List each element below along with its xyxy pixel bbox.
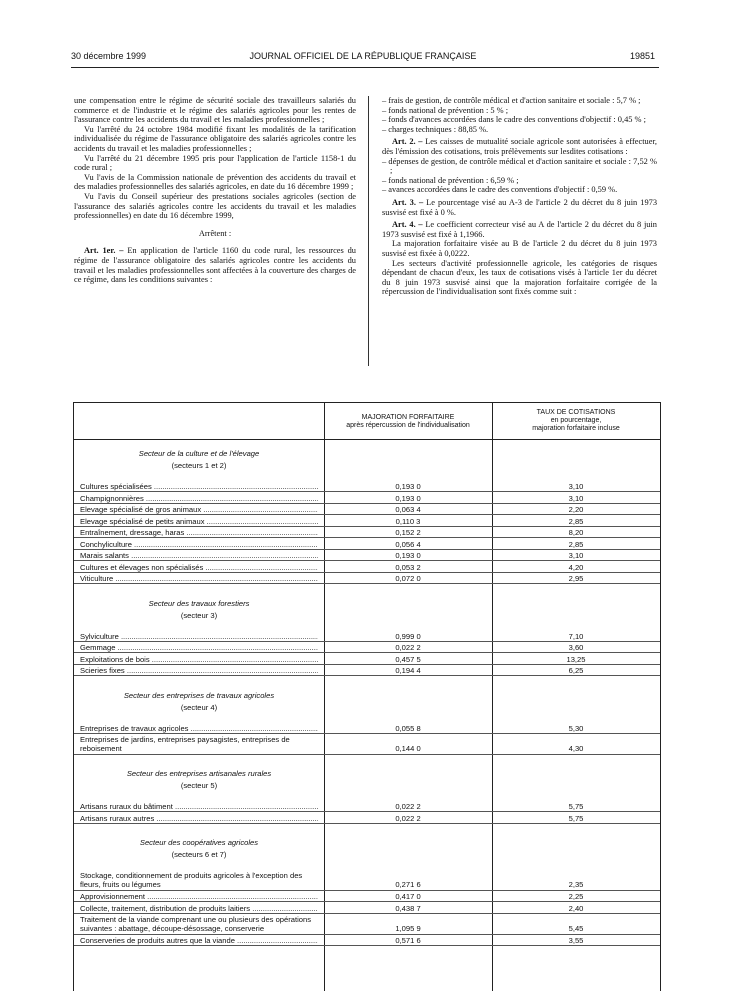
- table-header-taux: [492, 409, 660, 433]
- header-page-number: 19851: [629, 51, 655, 61]
- row-taux: 2,85: [568, 516, 584, 526]
- paragraph: Les secteurs d'activité professionnelle agricole, les catégories de risques dépendant de chacun d'eux, les taux de cotisations visés à l'article 1er du décret du 8 juin 1973 susvisé ainsi que la majoration forfaitaire corrigée de la répercussion de l'individualisation sont fixés comme suit :: [382, 258, 657, 297]
- article-4-text: Le coefficient correcteur visé au A de l'article 2 du décret du 8 juin 1973 susvisé est fixé à 1,1966.: [382, 220, 657, 239]
- row-majoration: 0,457 5: [395, 654, 421, 664]
- table-row: [74, 550, 660, 561]
- row-taux: 2,40: [568, 903, 584, 913]
- article-3: [382, 198, 657, 217]
- table-row: [74, 891, 660, 902]
- table-row: [74, 493, 660, 504]
- row-majoration: 0,055 8: [395, 723, 421, 733]
- table-row: [74, 573, 660, 584]
- article-4: [382, 220, 657, 239]
- header-rule: [71, 67, 659, 68]
- table-row: [74, 935, 660, 946]
- row-taux: 2,95: [568, 574, 584, 583]
- row-majoration: 0,194 4: [395, 666, 421, 675]
- paragraph: une compensation entre le régime de sécurité sociale des travailleurs salariés du commerce et de l'industrie et le régime des salariés agricoles pour les rentes de l'assurance contre les accidents du travail et les maladies professionnelles ;: [74, 96, 356, 125]
- table-row: [74, 734, 660, 755]
- list-item: – avances accordées dans le cadre des conventions d'objectif : 0,59 %.: [382, 185, 618, 195]
- row-label: Gemmage .....: [80, 643, 318, 652]
- table-header-rule: [74, 439, 660, 440]
- row-majoration: 0,193 0: [395, 493, 421, 503]
- row-majoration: 0,193 0: [395, 551, 421, 560]
- row-taux: 2,35: [568, 880, 584, 889]
- table-row: [74, 504, 660, 515]
- row-label: Elevage spécialisé de gros animaux .....: [80, 505, 318, 514]
- article-4-label: Art. 4. –: [392, 220, 423, 230]
- row-taux: 13,25: [566, 654, 586, 664]
- row-taux: 4,20: [568, 562, 584, 572]
- table-row: [74, 870, 660, 891]
- table-row: [74, 903, 660, 914]
- row-taux: 3,10: [568, 551, 584, 560]
- header-journal-title: JOURNAL OFFICIEL DE LA RÉPUBLIQUE FRANÇAISE: [249, 51, 477, 61]
- table-row: [74, 665, 660, 676]
- article-1-label: Art. 1er. –: [84, 246, 124, 256]
- sector-heading: [74, 691, 324, 713]
- row-majoration: 0,056 4: [395, 539, 421, 549]
- row-majoration: 0,110 3: [395, 516, 421, 526]
- table-row: [74, 654, 660, 665]
- article-3-label: Art. 3. –: [392, 197, 424, 207]
- row-majoration: 0,053 2: [395, 562, 421, 572]
- sector-subtitle: (secteurs 1 et 2): [171, 461, 227, 470]
- page-header: [71, 51, 655, 65]
- sector-title: Secteur des coopératives agricoles: [139, 838, 259, 847]
- row-taux: 5,30: [568, 723, 584, 733]
- column-separator: [368, 96, 369, 366]
- row-taux: 3,55: [568, 936, 584, 945]
- row-label: Stockage, conditionnement de produits agricoles à l'exception des fleurs, fruits ou légumes: [80, 871, 303, 889]
- row-majoration: 0,152 2: [395, 528, 421, 537]
- paragraph: Vu l'avis du Conseil supérieur des prestations sociales agricoles (section de l'assurance des salariés agricoles contre les accidents du travail et les maladies professionnelles) en date du 16 décembre 1999,: [74, 191, 356, 221]
- row-taux: 3,10: [568, 482, 584, 491]
- row-majoration: 1,095 9: [395, 924, 421, 933]
- row-label: Cultures et élevages non spécialisés .....: [80, 563, 318, 572]
- row-label: Marais salants .....: [80, 551, 318, 560]
- arretent-heading: Arrêtent :: [198, 228, 232, 238]
- row-label: Traitement de la viande comprenant une ou plusieurs des opérations suivantes : abattage, découpe-désossage, conserverie: [80, 915, 312, 933]
- row-label: Viticulture .....: [80, 574, 318, 583]
- sector-subtitle: (secteur 5): [180, 781, 218, 790]
- table-row: [74, 914, 660, 935]
- table-row: [74, 481, 660, 492]
- row-taux: 8,20: [568, 528, 584, 537]
- row-taux: 5,45: [568, 924, 584, 933]
- row-label: Cultures spécialisées .....: [80, 482, 318, 491]
- table-row: [74, 801, 660, 812]
- row-label: Approvisionnement .....: [80, 892, 318, 901]
- article-1: [74, 246, 356, 284]
- row-taux: 2,20: [568, 505, 584, 514]
- row-label: Conserveries de produits autres que la viande .....: [80, 936, 318, 945]
- table-row: [74, 527, 660, 538]
- list-item: – fonds d'avances accordées dans le cadre des conventions d'objectif : 0,45 % ;: [382, 115, 646, 125]
- table-row: [74, 642, 660, 653]
- header-line: majoration forfaitaire incluse: [532, 425, 620, 432]
- list-item: – fonds national de prévention : 5 % ;: [382, 105, 509, 115]
- sector-subtitle: (secteur 3): [180, 610, 218, 620]
- row-majoration: 0,022 2: [395, 643, 421, 652]
- article-2-label: Art. 2. –: [392, 137, 423, 147]
- row-taux: 2,25: [568, 892, 584, 901]
- article-2-text: Les caisses de mutualité sociale agricole sont autorisées à effectuer, dès l'émission des cotisations, trois prélèvements sur lesdites cotisations :: [382, 137, 657, 156]
- sector-heading: [74, 599, 324, 621]
- left-column: [74, 96, 356, 285]
- table-row: [74, 562, 660, 573]
- row-majoration: 0,063 4: [395, 505, 421, 514]
- list-item: – fonds national de prévention : 6,59 % ;: [382, 175, 519, 185]
- row-taux: 3,60: [568, 643, 584, 652]
- paragraph: Vu l'arrêté du 24 octobre 1984 modifié fixant les modalités de la tarification individualisée du régime de l'assurance obligatoire des salariés agricoles contre les accidents du travail et les maladies professionnelles ;: [74, 124, 356, 153]
- header-line: TAUX DE COTISATIONS: [536, 409, 616, 416]
- row-label: Artisans ruraux du bâtiment .....: [80, 802, 318, 811]
- paragraph: La majoration forfaitaire visée au B de l'article 2 du décret du 8 juin 1973 susvisé est fixée à 0,0222.: [382, 239, 657, 258]
- row-label: Entreprises de travaux agricoles .....: [80, 724, 318, 733]
- row-label: Champignonnières .....: [80, 494, 318, 503]
- row-label: Elevage spécialisé de petits animaux .....: [80, 517, 318, 526]
- sector-title: Secteur de la culture et de l'élevage: [138, 449, 260, 458]
- header-line: en pourcentage,: [550, 417, 602, 424]
- list-item: – frais de gestion, de contrôle médical et d'action sanitaire et sociale : 5,7 % ;: [382, 96, 641, 105]
- sector-subtitle: (secteur 4): [180, 702, 218, 712]
- row-label: Artisans ruraux autres .....: [80, 814, 318, 823]
- row-taux: 5,75: [568, 802, 584, 811]
- paragraph: Vu l'arrêté du 21 décembre 1995 pris pour l'application de l'article 1158-1 du code rural ;: [74, 153, 356, 173]
- row-majoration: 0,999 0: [395, 631, 421, 641]
- article-1-text: En application de l'article 1160 du code rural, les ressources du régime de l'assurance obligatoire des salariés agricoles contre les accidents du travail et les maladies professionnelles sont affectées à la couverture des charges de ce régime, dans les conditions suivantes :: [74, 246, 356, 285]
- row-taux: 4,30: [568, 744, 584, 753]
- table-row: [74, 631, 660, 642]
- row-label: Scieries fixes .....: [80, 666, 318, 675]
- list-item: – dépenses de gestion, de contrôle médical et d'action sanitaire et sociale : 7,52 % ;: [382, 156, 657, 176]
- row-taux: 5,75: [568, 813, 584, 823]
- row-label: Sylviculture .....: [80, 632, 318, 641]
- sector-title: Secteur des entreprises de travaux agricoles: [123, 690, 275, 700]
- sector-subtitle: (secteurs 6 et 7): [171, 850, 227, 859]
- sector-title: Secteur des entreprises artisanales rurales: [126, 769, 272, 778]
- row-majoration: 0,417 0: [395, 892, 421, 901]
- right-column: [382, 96, 657, 297]
- list-item: – charges techniques : 88,85 %.: [382, 124, 489, 134]
- table-row: [74, 813, 660, 824]
- sector-heading: [74, 838, 324, 860]
- sector-title: Secteur des travaux forestiers: [148, 598, 250, 608]
- article-3-text: Le pourcentage visé au A-3 de l'article 2 du décret du 8 juin 1973 susvisé est fixé à 0 %.: [382, 197, 658, 217]
- paragraph: Vu l'avis de la Commission nationale de prévention des accidents du travail et des maladies professionnelles des salariés agricoles, en date du 16 décembre 1999 ;: [74, 172, 356, 192]
- table-row: [74, 723, 660, 734]
- row-majoration: 0,144 0: [395, 744, 421, 753]
- row-majoration: 0,571 6: [395, 936, 421, 945]
- row-taux: 2,85: [568, 539, 584, 549]
- header-line: après répercussion de l'individualisation: [346, 422, 470, 429]
- contribution-rates-table: [73, 402, 661, 991]
- table-row: [74, 516, 660, 527]
- row-majoration: 0,193 0: [395, 482, 421, 491]
- row-label: Collecte, traitement, distribution de produits laitiers .....: [80, 904, 318, 913]
- article-2: [382, 137, 657, 156]
- row-taux: 6,25: [568, 666, 584, 675]
- sector-heading: [74, 769, 324, 791]
- row-label: Entraînement, dressage, haras .....: [80, 528, 318, 537]
- table-row: [74, 539, 660, 550]
- row-majoration: 0,022 2: [395, 802, 421, 811]
- row-label: Exploitations de bois .....: [80, 655, 318, 664]
- row-label: Entreprises de jardins, entreprises paysagistes, entreprises de reboisement: [80, 735, 290, 753]
- row-majoration: 0,271 6: [395, 880, 421, 889]
- row-taux: 3,10: [568, 493, 584, 503]
- header-line: MAJORATION FORFAITAIRE: [361, 414, 455, 421]
- row-label: Conchyliculture .....: [80, 540, 318, 549]
- header-date: 30 décembre 1999: [71, 51, 147, 61]
- row-majoration: 0,022 2: [395, 813, 421, 823]
- row-taux: 7,10: [568, 631, 584, 641]
- row-majoration: 0,072 0: [395, 574, 421, 583]
- table-header-majoration: [324, 414, 492, 430]
- row-majoration: 0,438 7: [395, 903, 421, 913]
- sector-heading: [74, 449, 324, 471]
